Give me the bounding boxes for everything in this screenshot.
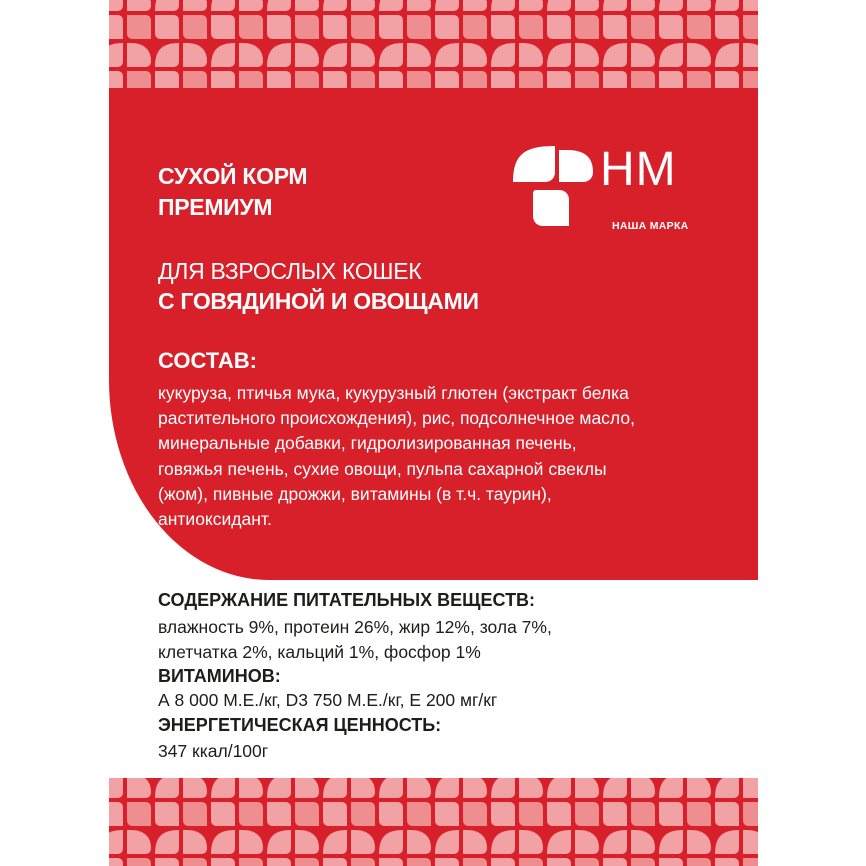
leaf-pattern-top: [109, 0, 758, 88]
product-type-line1: СУХОЙ КОРМ: [158, 163, 308, 189]
brand-letters: НМ: [600, 143, 677, 196]
audience-line2: С ГОВЯДИНОЙ И ОВОЩАМИ: [158, 288, 479, 314]
nutrition-heading: СОДЕРЖАНИЕ ПИТАТЕЛЬНЫХ ВЕЩЕСТВ:: [158, 590, 536, 610]
vitamins-line: А 8 000 М.Е./кг, D3 750 М.Е./кг, Е 200 мг/кг: [158, 690, 498, 710]
bottom-pattern-band: [109, 778, 758, 866]
leaf-logo-icon: [511, 142, 601, 242]
composition-line: (жом), пивные дрожжи, витамины (в т.ч. таурин),: [158, 483, 552, 504]
brand-name: НАША МАРКА: [612, 220, 689, 232]
nutrition-line2: клетчатка 2%, кальций 1%, фосфор 1%: [158, 642, 481, 662]
composition-line: кукуруза, птичья мука, кукурузный глютен (экстракт белка: [158, 383, 629, 403]
product-label: [109, 0, 758, 866]
composition-line: говяжья печень, сухие овощи, пульпа сахарной свеклы: [158, 458, 607, 479]
composition-line: растительного происхождения), рис, подсолнечное масло,: [158, 408, 635, 429]
nutrition-line1: влажность 9%, протеин 26%, жир 12%, зола 7%,: [158, 617, 552, 637]
vitamins-heading: ВИТАМИНОВ:: [158, 666, 281, 686]
product-type-line2: ПРЕМИУМ: [158, 194, 273, 220]
energy-heading: ЭНЕРГЕТИЧЕСКАЯ ЦЕННОСТЬ:: [158, 715, 442, 735]
composition-line: минеральные добавки, гидролизированная печень,: [158, 433, 577, 454]
audience-line1: ДЛЯ ВЗРОСЛЫХ КОШЕК: [158, 258, 422, 284]
composition-line: антиоксидант.: [158, 509, 272, 530]
energy-value: 347 ккал/100г: [158, 741, 269, 761]
leaf-pattern-bottom: [109, 778, 758, 866]
composition-text: [158, 381, 635, 532]
brand-logo: [511, 142, 721, 242]
composition-heading: СОСТАВ:: [158, 348, 257, 373]
top-pattern-band: [109, 0, 758, 88]
